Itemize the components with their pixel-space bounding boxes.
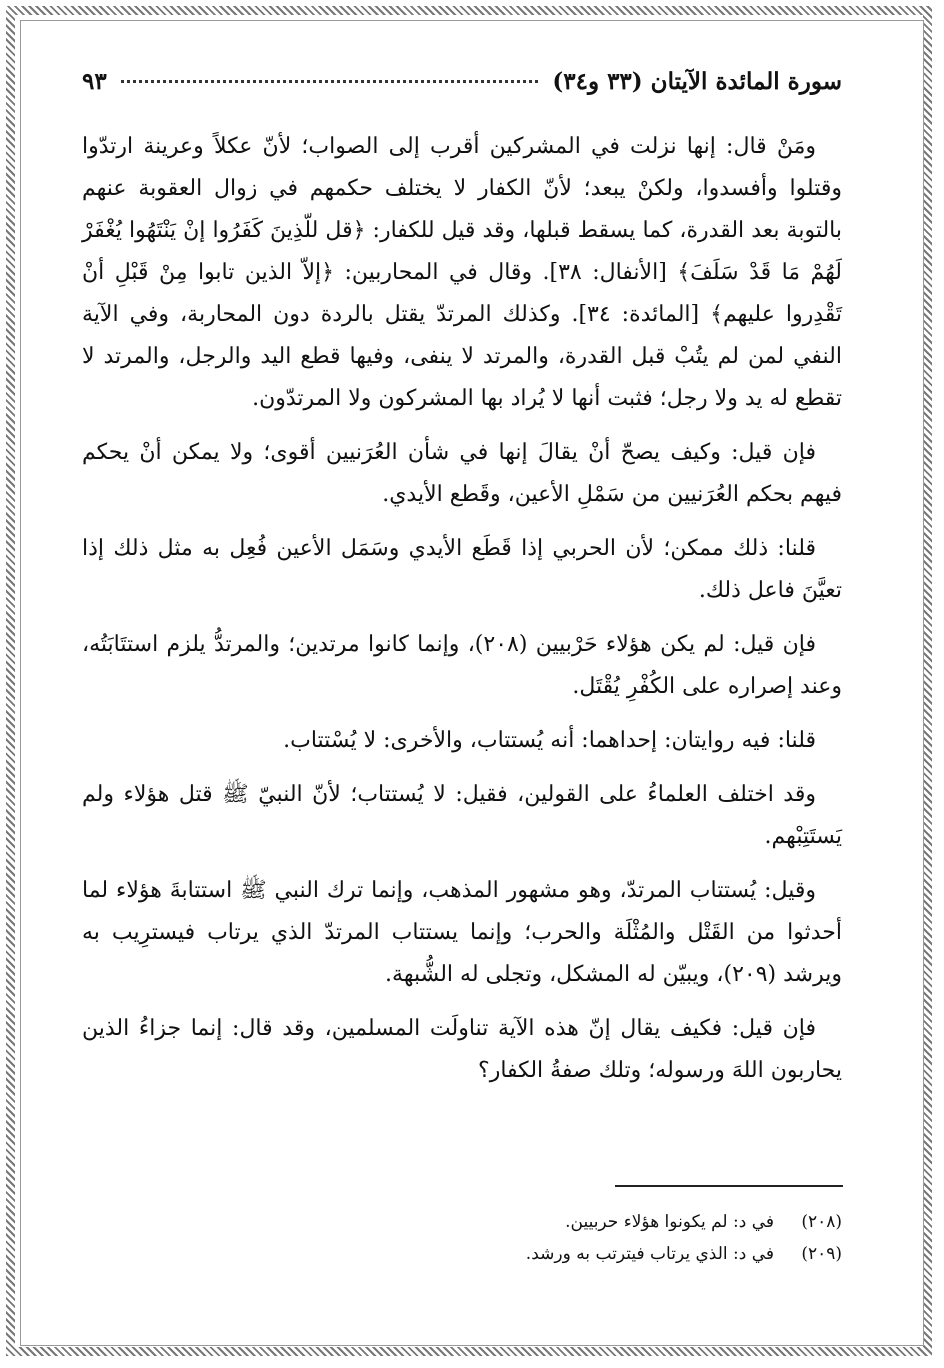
footnote-text: في د: الذي يرتاب فيترتب به ورشد. xyxy=(525,1244,774,1264)
footnote-number: (٢٠٩) xyxy=(801,1244,842,1264)
paragraph: وقد اختلف العلماءُ على القولين، فقيل: لا يُستتاب؛ لأنّ النبيّ ﷺ قتل هؤلاء ولم يَستَتِبْهم. xyxy=(82,782,842,849)
footnote xyxy=(82,1206,842,1238)
header-leader-dots xyxy=(121,80,539,83)
paragraph: ومَنْ قال: إنها نزلت في المشركين أقرب إلى الصواب؛ لأنّ عكلاً وعرينة ارتدّوا وقتلوا وأفسدوا، ولكنْ يبعد؛ لأنّ الكفار لا يختلف حكمهم في زوال العقوبة عنهم بالتوبة بعد القدرة، كما يسقط قبلها، وقد قيل للكفار: ﴿قل للّذِينَ كَفَرُوا إنْ يَنْتَهُوا يُغْفَرْ لَهُمْ مَا قَدْ سَلَفَ﴾ [الأنفال: ٣٨]. وقال في المحاربين: ﴿إلاّ الذين تابوا مِنْ قَبْلِ أنْ تَقْدِروا عليهم﴾ [المائدة: ٣٤]. وكذلك المرتدّ يقتل بالردة دون المحاربة، وفي الآية النفي لمن لم يتُبْ قبل القدرة، والمرتد لا ينفى، وفيها قطع اليد والرجل، والمرتد لا تقطع له يد ولا رجل؛ فثبت أنها لا يُراد بها المشركون ولا المرتدّون. xyxy=(82,134,842,411)
footnote-number: (٢٠٨) xyxy=(801,1212,842,1232)
page-number: ٩٣ xyxy=(82,67,107,95)
paragraph: وقيل: يُستتاب المرتدّ، وهو مشهور المذهب، وإنما ترك النبي ﷺ استتابةَ هؤلاء لما أحدثوا من القَتْل والمُثْلَة والحرب؛ وإنما يستتاب المرتدّ الذي يرتاب فيسترِيب به ويرشد (٢٠٩)، ويبيّن له المشكل، وتجلى له الشُّبهة. xyxy=(82,878,842,987)
paragraph: فإن قيل: وكيف يصحّ أنْ يقالَ إنها في شأن العُرَنيين أقوى؛ ولا يمكن أنْ يحكم فيهم بحكم العُرَنيين من سَمْلِ الأعين، وقَطع الأيدي. xyxy=(82,440,842,507)
running-title: سورة المائدة الآيتان (٣٣ و٣٤) xyxy=(552,67,842,95)
footnote xyxy=(82,1238,842,1270)
footnotes xyxy=(82,1206,842,1270)
paragraph: فإن قيل: فكيف يقال إنّ هذه الآية تناولَت المسلمين، وقد قال: إنما جزاءُ الذين يحاربون اللهَ ورسوله؛ وتلك صفةُ الكفار؟ xyxy=(82,1016,842,1083)
body-text xyxy=(82,126,842,1092)
footnote-separator xyxy=(615,1185,843,1187)
paragraph: قلنا: فيه روايتان: إحداهما: أنه يُستتاب، والأخرى: لا يُسْتتاب. xyxy=(283,728,816,753)
running-header xyxy=(82,58,842,104)
footnote-text: في د: لم يكونوا هؤلاء حربيين. xyxy=(565,1212,774,1232)
paragraph: قلنا: ذلك ممكن؛ لأن الحربي إذا قَطَع الأيدي وسَمَل الأعين فُعِل به مثل ذلك إذا تعيَّنَ فاعل ذلك. xyxy=(82,536,842,603)
paragraph: فإن قيل: لم يكن هؤلاء حَرْبيين (٢٠٨)، وإنما كانوا مرتدين؛ والمرتدُّ يلزم استتَابَتُه، وعند إصراره على الكُفْرِ يُقْتَل. xyxy=(82,632,842,699)
page-body xyxy=(82,58,842,1092)
